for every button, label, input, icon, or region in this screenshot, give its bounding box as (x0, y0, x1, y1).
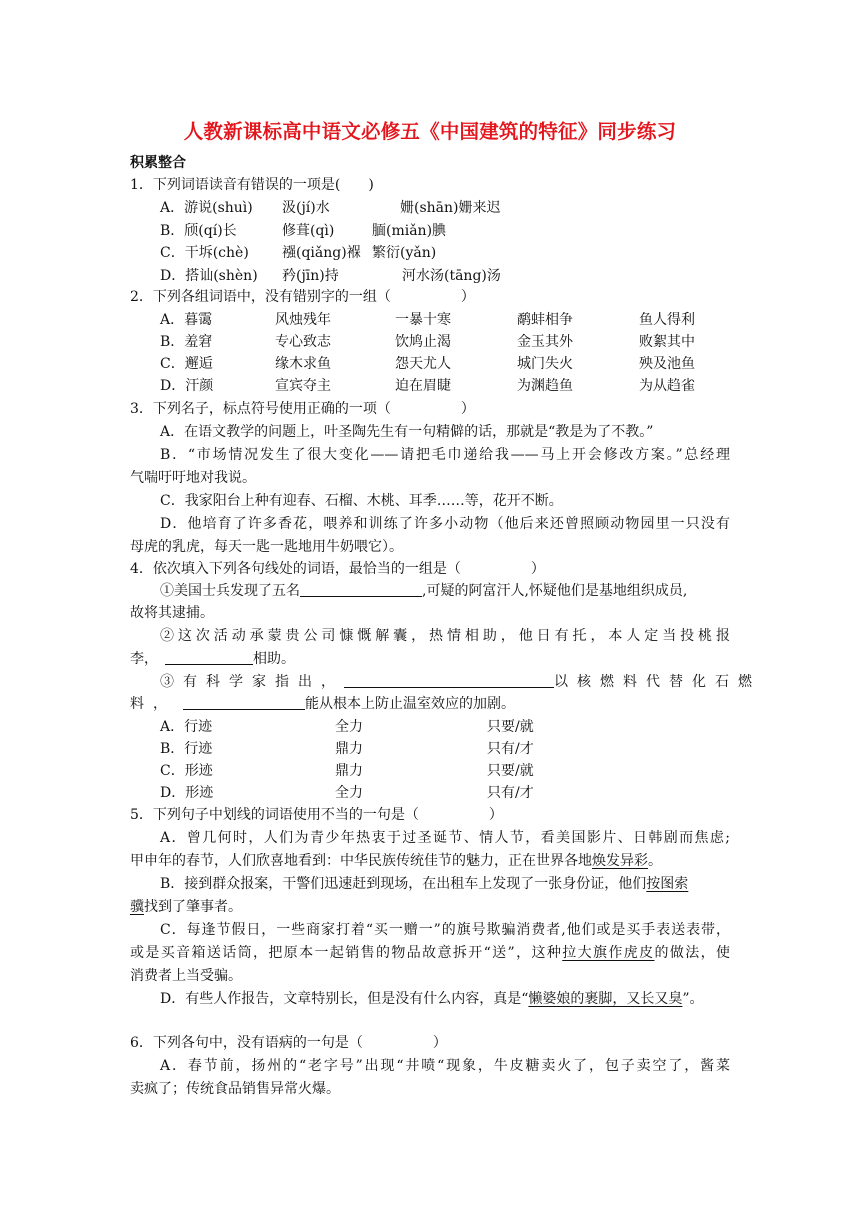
q4-stem: 4．依次填入下列各句线处的词语，最恰当的一组是（ ） (130, 561, 545, 577)
q5-underlined-phrase-c: 拉大旗作虎皮 (562, 945, 655, 961)
q2-option-d: D．汗颜 宣宾夺主 迫在眉睫 为渊趋鱼 为从趋雀 (160, 378, 695, 394)
q5-option-c-line1: C．每逢节假日，一些商家打着“买一赠一”的旗号欺骗消费者,他们或是买手表送表带， (160, 922, 730, 938)
q3-option-b-line2: 气喘吁吁地对我说。 (130, 470, 256, 486)
q6-option-a-line2: 卖疯了；传统食品销售异常火爆。 (130, 1081, 340, 1097)
q6-stem: 6．下列各句中，没有语病的一句是（ ） (130, 1035, 447, 1051)
q5-option-d: D．有些人作报告，文章特别长，但是没有什么内容，真是“懒婆娘的裹脚，又长又臭”。 (160, 991, 704, 1007)
q1-option-b: B．颀(qí)长 修葺(qì) 腼(miǎn)腆 (160, 223, 447, 239)
q3-option-b-line1: B．“市场情况发生了很大变化——请把毛巾递给我——马上开会修改方案。”总经理 (160, 447, 730, 463)
q5-option-a-line1: A．曾几何时，人们为青少年热衷于过圣诞节、情人节，看美国影片、日韩剧而焦虑; (160, 830, 730, 846)
document-title: 人教新课标高中语文必修五《中国建筑的特征》同步练习 (183, 120, 677, 143)
q1-option-d: D．搭讪(shèn) 矜(jīn)持 河水汤(tāng)汤 (160, 268, 501, 284)
q4-sentence1-line1: ①美国士兵发现了五名 ,可疑的阿富汗人,怀疑他们是基地组织成员, (160, 583, 688, 599)
q1-stem: 1．下列词语读音有错误的一项是( ) (130, 177, 374, 193)
q2-stem: 2．下列各组词语中，没有错别字的一组（ ） (130, 289, 475, 305)
q4-sentence2-line2: 李， 相助。 (130, 651, 295, 667)
section-heading: 积累整合 (130, 155, 186, 171)
q5-underlined-phrase-b: 按图索 (646, 876, 689, 892)
q4-sentence1-line2: 故将其逮捕。 (130, 605, 214, 621)
q4-sentence3-line2: 料， 能从根本上防止温室效应的加剧。 (130, 696, 515, 712)
q3-option-d-line2: 母虎的乳虎，每天一匙一匙地用牛奶喂它）。 (130, 539, 403, 555)
q5-option-c-line3: 消费者上当受骗。 (130, 968, 242, 984)
q4-blank-3 (344, 672, 554, 688)
q4-option-b: B．行迹 鼎力 只有/才 (160, 741, 534, 757)
q5-option-b-line2: 骥找到了肇事者。 (130, 899, 242, 915)
q4-blank-4 (183, 694, 305, 710)
q2-option-b: B．羞窘 专心致志 饮鸠止渴 金玉其外 败絮其中 (160, 334, 695, 350)
q5-underlined-phrase-a: 焕发异彩 (592, 853, 648, 869)
q5-underlined-phrase-d: 懒婆娘的裹脚，又长又臭 (528, 991, 683, 1007)
q1-option-c: C．干坼(chè) 襁(qiǎng)褓 繁衍(yǎn) (160, 245, 437, 261)
q5-option-a-line2: 甲申年的春节，人们欣喜地看到：中华民族传统佳节的魅力，正在世界各地焕发异彩。 (130, 853, 662, 869)
q5-underlined-phrase-b-end: 骥 (130, 899, 144, 915)
q4-sentence2-line1: ②这次活动承蒙贵公司慷慨解囊，热情相助，他日有托，本人定当投桃报 (160, 628, 730, 644)
q5-option-c-line2: 或是买音箱送话筒，把原本一起销售的物品故意拆开“送”，这种拉大旗作虎皮的做法，使 (130, 945, 731, 961)
q2-option-a: A．暮霭 风烛残年 一暴十寒 鹬蚌相争 鱼人得利 (160, 312, 695, 328)
q3-option-c: C．我家阳台上种有迎春、石榴、木桃、耳季……等，花开不断。 (160, 493, 563, 509)
q5-option-b-line1: B．接到群众报案，干警们迅速赶到现场，在出租车上发现了一张身份证，他们按图索 (160, 876, 689, 892)
q3-option-d-line1: D．他培育了许多香花，喂养和训练了许多小动物（他后来还曾照顾动物园里一只没有 (160, 516, 730, 532)
q3-option-a: A．在语文教学的问题上，叶圣陶先生有一句精僻的话，那就是“教是为了不教。” (160, 424, 654, 440)
q4-blank-2 (165, 649, 253, 665)
q4-option-a: A．行迹 全力 只要/就 (160, 719, 534, 735)
q3-stem: 3．下列名子，标点符号使用正确的一项（ ） (130, 401, 475, 417)
q4-blank-1 (300, 581, 422, 597)
q4-sentence3-line1: ③有科学家指出， 以核燃料代替化石燃 (160, 674, 761, 690)
q2-option-c: C．邂逅 缘木求鱼 怨天尤人 城门失火 殃及池鱼 (160, 356, 695, 372)
q1-option-a: A．游说(shuì) 汲(jí)水 姗(shān)姗来迟 (160, 200, 501, 216)
q4-option-d: D．形迹 全力 只有/才 (160, 785, 534, 801)
q4-option-c: C．形迹 鼎力 只要/就 (160, 763, 534, 779)
q5-stem: 5．下列句子中划线的词语使用不当的一句是（ ） (130, 807, 503, 823)
q6-option-a-line1: A．春节前，扬州的“老字号”出现“井喷“现象，牛皮糖卖火了，包子卖空了，酱菜 (160, 1058, 730, 1074)
